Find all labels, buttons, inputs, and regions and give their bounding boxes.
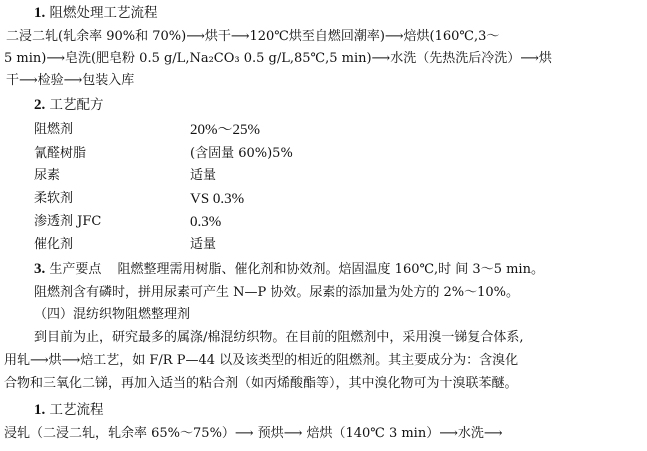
formula-value: 0.3% [190, 214, 222, 230]
formula-value: (含固量 60%)5% [190, 146, 293, 161]
section-4-title: 工艺流程 [49, 402, 104, 418]
section-2-heading [34, 96, 104, 114]
section-1-heading [34, 4, 158, 22]
section-3-paragraph [34, 260, 544, 279]
section-3-title: 生产要点 [49, 262, 102, 277]
process-line-2: 5 min)⟶皂洗(肥皂粉 0.5 g/L,Na₂CO₃ 0.5 g/L,85℃,5 min)⟶水洗（先热洗后冷洗）⟶烘 [4, 51, 552, 66]
section-4-heading [34, 401, 104, 419]
section-1-number: 1. [34, 5, 46, 21]
process-line-1: 二浸二轧(轧余率 90%和 70%)⟶烘干⟶120℃烘至自燃回潮率)⟶焙烘(160℃,3～ [6, 29, 500, 44]
formula-value: 适量 [190, 168, 217, 183]
section-3-text-2: 阻燃剂含有磷时，拼用尿素可产生 N—P 协效。尿素的添加量为处方的 2%～10%。 [34, 285, 520, 300]
formula-name: 催化剂 [34, 237, 74, 252]
formula-name: 阻燃剂 [34, 122, 74, 137]
section-4-number: 1. [34, 402, 46, 418]
formula-value: VS 0.3% [190, 191, 245, 207]
formula-value: 20%～25% [190, 122, 260, 138]
process-line-4: 浸轧（二浸二轧，轧余率 65%～75%）⟶ 预烘⟶ 焙烘（140℃ 3 min）⟶水洗⟶ [4, 426, 503, 441]
part-4-line-1: 到目前为止，研究最多的属涤/棉混纺织物。在目前的阻燃剂中，采用溴一锑复合体系, [34, 330, 524, 345]
formula-value: 适量 [190, 237, 217, 252]
formula-name: 柔软剂 [34, 191, 74, 206]
section-3-text-1: 阻燃整理需用树脂、催化剂和协效剂。焙固温度 160℃,时 间 3～5 min。 [117, 262, 544, 277]
section-3-number: 3. [34, 261, 46, 277]
formula-name: 尿素 [34, 168, 61, 183]
formula-name: 渗透剂 JFC [34, 214, 102, 229]
part-4-heading: （四）混纺织物阻燃整理剂 [34, 307, 191, 322]
part-4-line-2: 用轧⟶烘⟶焙工艺，如 F/R P—44 以及该类型的相近的阻燃剂。其主要成分为：含溴化 [4, 353, 519, 368]
section-1-title: 阻燃处理工艺流程 [49, 5, 158, 21]
section-2-title: 工艺配方 [49, 97, 104, 113]
part-4-line-3: 合物和三氧化二锑，再加入适当的粘合剂（如丙烯酸酯等），其中溴化物可为十溴联苯醚。 [4, 376, 518, 391]
section-2-number: 2. [34, 97, 46, 113]
formula-name: 氰醛树脂 [34, 146, 87, 161]
process-line-3: 干⟶检验⟶包装入库 [6, 73, 135, 88]
